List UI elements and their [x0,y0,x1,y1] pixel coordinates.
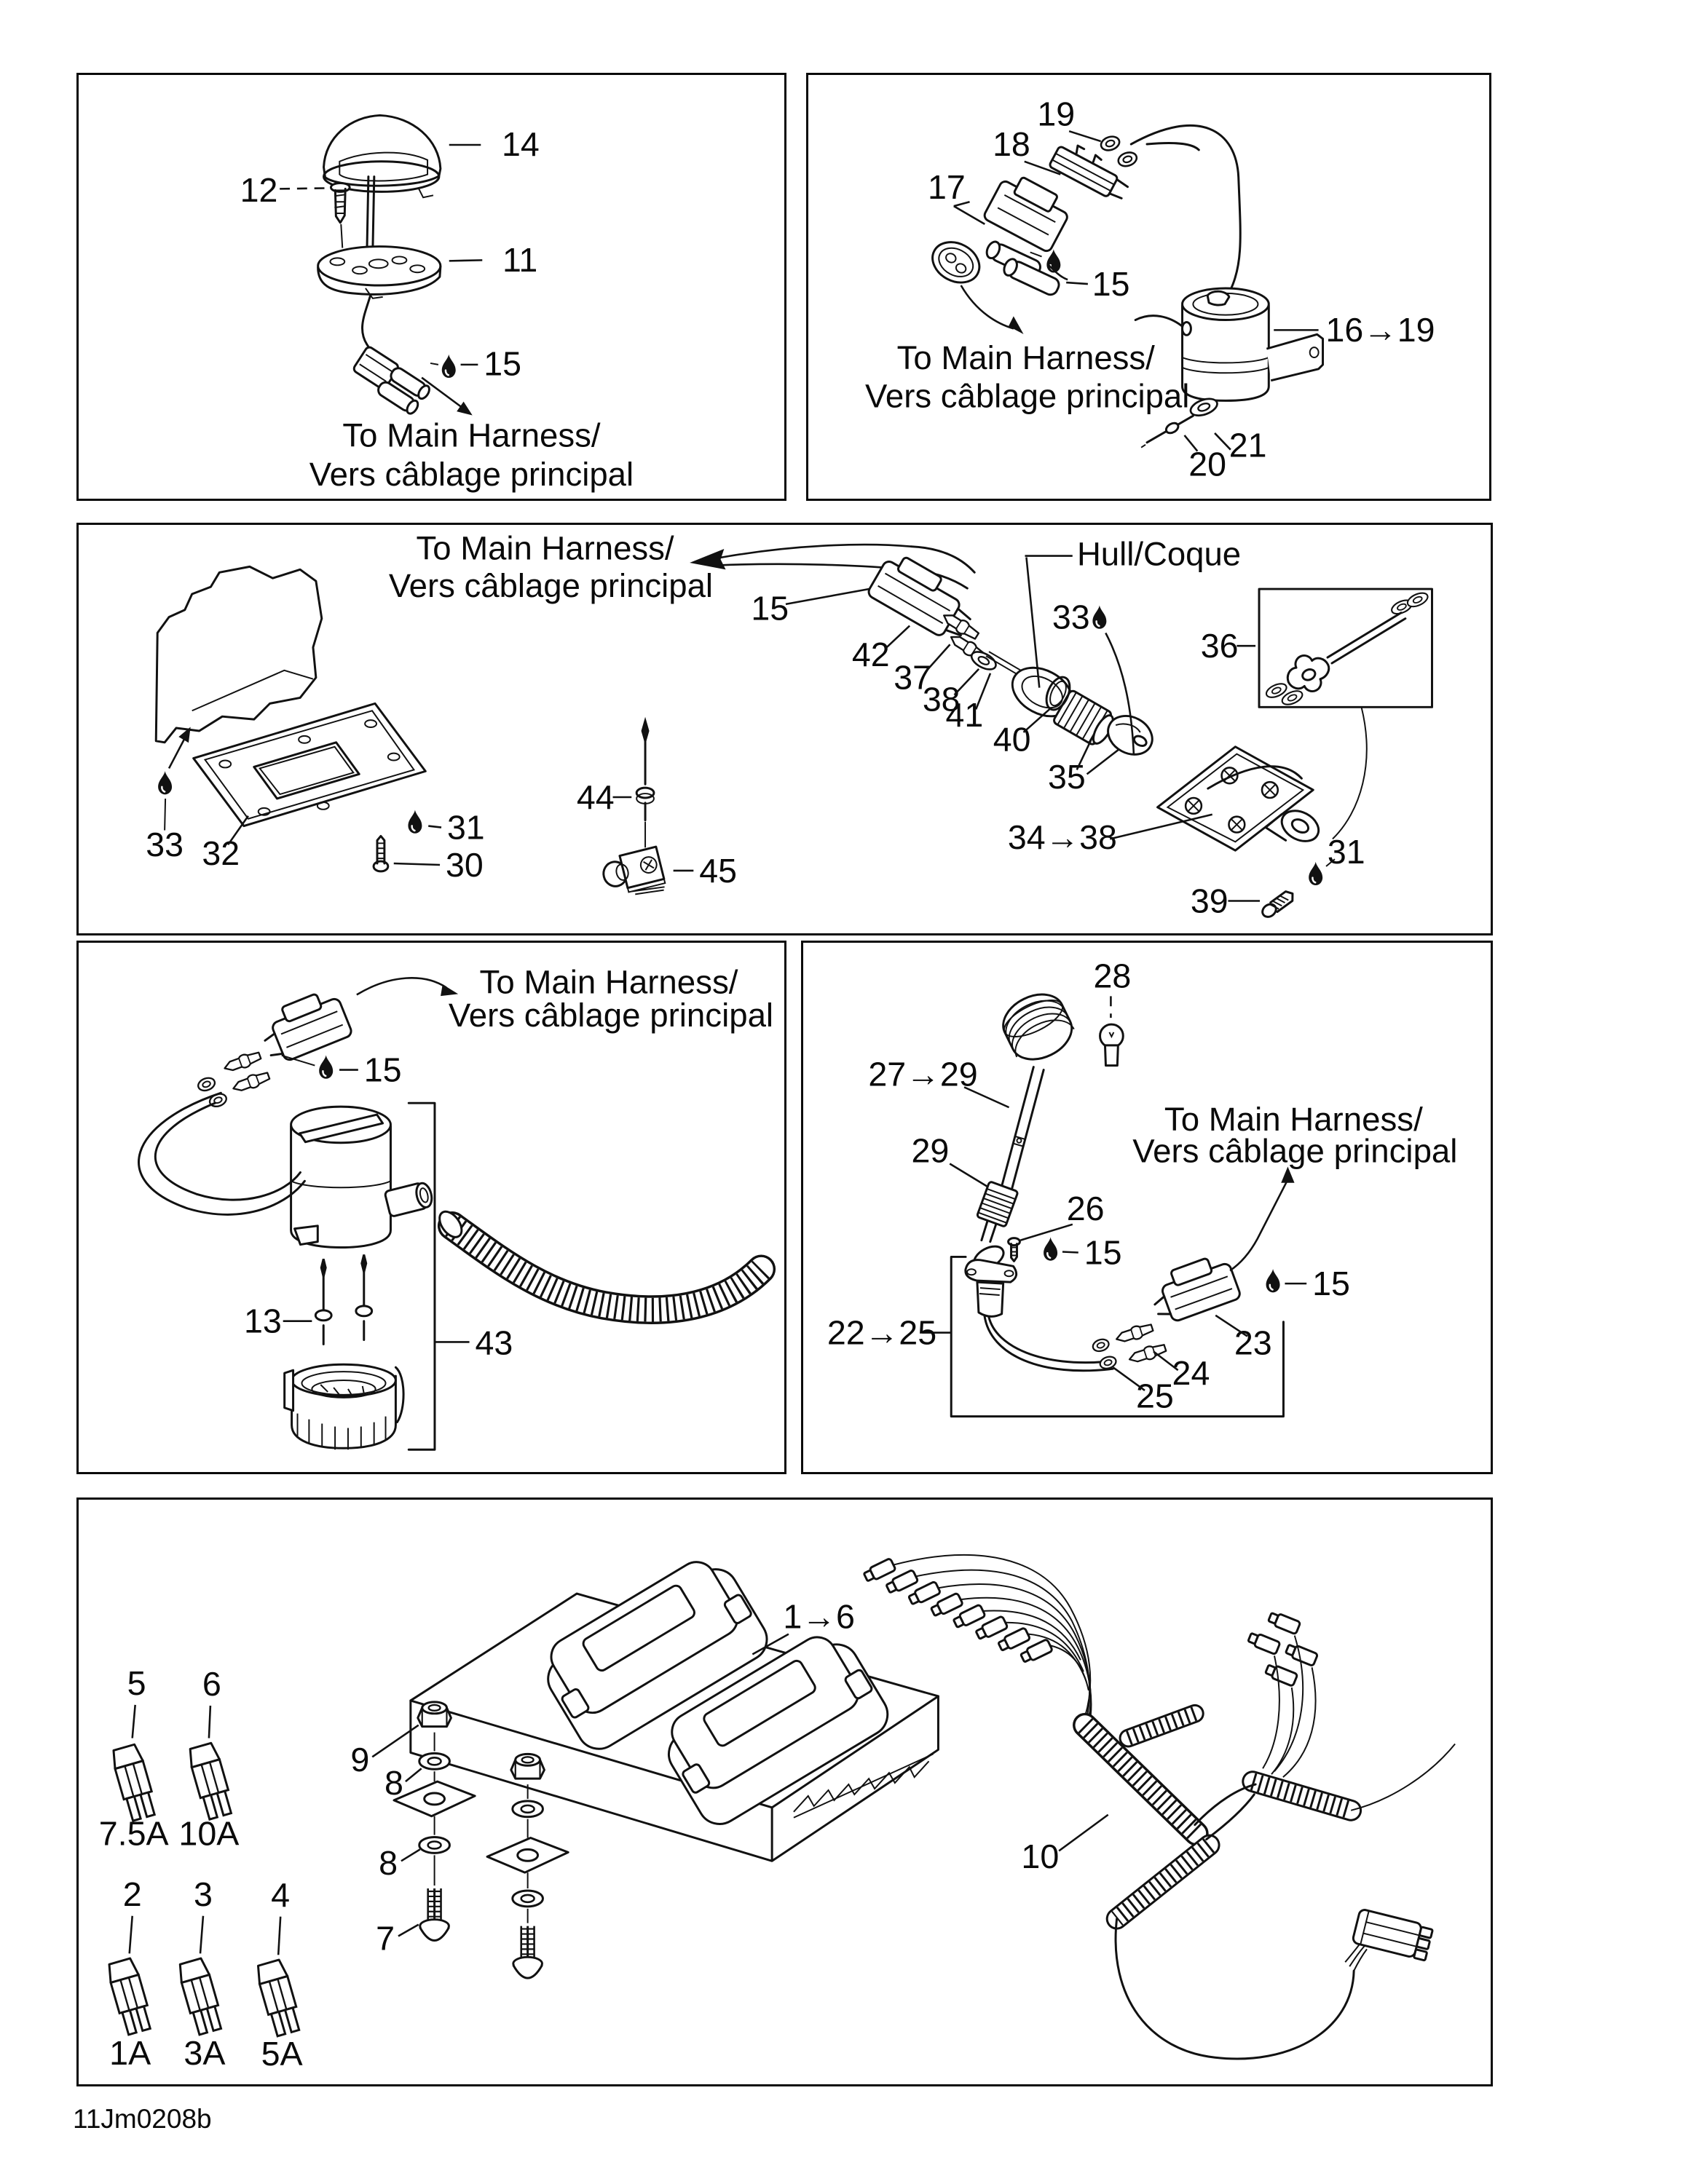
ring-terminal-icon [1092,1337,1118,1370]
callout-fuse-5: 5 [127,1663,146,1702]
grease-droplet-icon [1266,1269,1280,1292]
leader [169,738,185,769]
grease-droplet-icon [1092,606,1106,629]
mount-plate-part [394,1781,475,1816]
callout-14: 14 [502,124,540,163]
bulb-part [1100,1024,1124,1066]
rating-7-5a: 7.5A [98,1814,169,1853]
callout-43: 43 [475,1324,513,1362]
pole-tip [982,1222,996,1242]
screw-part [331,183,350,222]
panel-bilge-pump [76,941,786,1474]
callout-24: 24 [1172,1353,1210,1392]
callout-32: 32 [202,834,240,873]
nut-icon [418,1702,451,1727]
spade-terminal-icon [863,1558,1053,1664]
panel-stern-light [806,73,1491,501]
harness-part [863,1555,1455,2059]
callout-15: 15 [1092,264,1130,303]
screw-part [1009,1238,1020,1262]
ring-terminal-icon [1100,135,1139,169]
harness-note-fr: Vers câblage principal [1132,1132,1458,1170]
harness-note-en: To Main Harness/ [416,529,674,567]
pump-wires [139,1093,305,1214]
callout-fuse-4: 4 [271,1875,291,1914]
strainer-part [285,1364,403,1449]
callout-31b: 31 [1327,833,1365,871]
callout-15: 15 [484,344,522,383]
callout-9: 9 [350,1741,370,1779]
callout-26: 26 [1066,1189,1105,1227]
callout-15: 15 [751,589,789,628]
steering-bracket-part [1158,747,1324,850]
callout-36: 36 [1200,627,1239,665]
callout-41: 41 [945,696,984,735]
connector-face-part [926,234,987,290]
rating-3a: 3A [184,2034,226,2073]
crimp-terminal-icon [1114,1321,1167,1365]
fuse-icon [177,1958,225,2035]
pole-knob-part [995,985,1080,1069]
callout-8b: 8 [379,1844,398,1883]
direction-arrow-icon [1230,1169,1293,1270]
harness-note-en: To Main Harness/ [342,416,601,454]
bow-light-drawing [79,75,784,499]
callout-fuse-2: 2 [122,1875,142,1913]
light-socket-part [966,1242,1017,1317]
callout-21: 21 [1228,426,1267,464]
nut-icon [511,1754,545,1779]
harness-note-fr: Vers câblage principal [388,566,714,604]
mount-plate-part [487,1838,568,1873]
callout-30: 30 [445,845,484,884]
washer-icon [419,1753,450,1769]
spade-terminal-icon [1247,1611,1318,1687]
grease-droplet-icon [158,771,172,794]
retaining-pin-part [636,721,654,820]
callout-15b: 15 [1312,1265,1350,1303]
callout-28: 28 [1093,957,1132,995]
callout-35: 35 [1047,758,1086,796]
screw-icon [420,1888,449,1940]
fusebox-harness-drawing [79,1500,1491,2084]
inset-box-hardware [1259,589,1432,707]
callout-45: 45 [699,851,737,890]
callout-18: 18 [993,124,1030,163]
fuse-icon [186,1742,234,1820]
callout-19: 19 [1037,95,1076,133]
callout-15: 15 [363,1051,402,1089]
callout-13: 13 [243,1302,282,1340]
callout-22-25: 22→25 [827,1313,937,1352]
rating-5a: 5A [261,2035,303,2073]
mounting-plate-part [194,703,426,826]
callout-fuse-3: 3 [193,1875,213,1913]
direction-arrow-icon [961,285,1021,331]
grease-droplet-icon [442,355,456,378]
callout-15a: 15 [1084,1233,1122,1272]
pump-body-part [291,1107,435,1247]
callout-40: 40 [993,720,1031,759]
bracket-43 [409,1103,469,1449]
callout-27-29: 27→29 [868,1055,978,1093]
callout-25: 25 [1135,1377,1174,1415]
direction-arrow-icon [357,978,455,994]
harness-note-en: To Main Harness/ [1164,1100,1423,1138]
fuse-icon [255,1959,303,2037]
callout-fuse-6: 6 [202,1664,221,1703]
washer-icon [513,1891,543,1907]
stern-light-drawing [808,75,1489,499]
callout-8a: 8 [384,1763,403,1802]
callout-7: 7 [376,1919,395,1958]
leader-curve [1333,707,1367,839]
callout-20: 20 [1188,445,1227,483]
base-gasket-part [318,247,441,298]
terminal-holder-part [1049,138,1134,204]
callout-38: 38 [922,680,961,719]
grease-droplet-icon [319,1055,333,1078]
callout-34-38: 34→38 [1007,818,1117,857]
washer-icon [513,1801,543,1817]
screw-icon [513,1926,543,1978]
fuse-icon [106,1958,154,2035]
panel-hull-fittings [76,523,1493,935]
arrowhead [181,729,189,741]
bilge-hose-part [435,1208,761,1310]
callout-33: 33 [1052,598,1090,636]
direction-arrow-icon [693,545,911,569]
callout-37: 37 [894,658,931,697]
figure-code: 11Jm0208b [73,2104,212,2134]
cotter-pin-part [1141,416,1193,448]
hull-fittings-drawing [79,525,1491,933]
connector-part [1146,1251,1242,1326]
cable-clip-part [600,847,667,903]
stem [367,177,374,251]
screw-part [1260,889,1295,919]
harness-note-fr: Vers câblage principal [865,377,1190,415]
washer-icon [419,1837,450,1853]
panel-fusebox-harness [76,1497,1493,2086]
harness-note-fr: Vers câblage principal [448,997,774,1034]
panel-pylon-light [801,941,1493,1474]
callout-42: 42 [851,635,890,673]
callout-33-left: 33 [146,826,184,864]
callout-12: 12 [240,171,278,210]
bilge-pump-drawing [79,943,784,1472]
hull-label: Hull/Coque [1076,535,1242,573]
callout-11: 11 [502,241,538,280]
harness-note-fr: Vers câblage principal [309,456,634,494]
wire [989,1317,1108,1363]
rating-1a: 1A [109,2034,151,2073]
canister-part [1135,143,1322,400]
callout-44: 44 [576,778,615,816]
grease-droplet-icon [1044,1237,1057,1260]
wire [1131,125,1240,291]
crimp-terminal-icon [222,1050,270,1095]
fuse-icon [110,1744,158,1821]
rating-10a: 10A [178,1814,240,1853]
pump-connector-part [256,986,352,1066]
callout-16-19: 16→19 [1325,311,1435,349]
callout-23: 23 [1234,1324,1272,1362]
panel-bow-light [76,73,786,501]
harness-note-en: To Main Harness/ [896,339,1155,376]
screw-part [374,836,388,871]
pylon-light-drawing [803,943,1491,1472]
callout-29: 29 [911,1131,950,1170]
harness-note-en: To Main Harness/ [479,963,738,1001]
grease-droplet-icon [408,810,422,834]
socket-housing-part [982,170,1074,297]
callout-31a: 31 [446,808,485,847]
callout-1-6: 1→6 [783,1597,855,1636]
connector-part [350,346,433,416]
direction-arrow-icon [422,378,470,414]
callout-17: 17 [927,168,966,207]
hull-panel-part [156,566,322,742]
callout-39: 39 [1190,882,1228,920]
grease-droplet-icon [1309,862,1322,885]
mounting-pin-part [315,1254,371,1344]
callout-10: 10 [1021,1837,1060,1876]
